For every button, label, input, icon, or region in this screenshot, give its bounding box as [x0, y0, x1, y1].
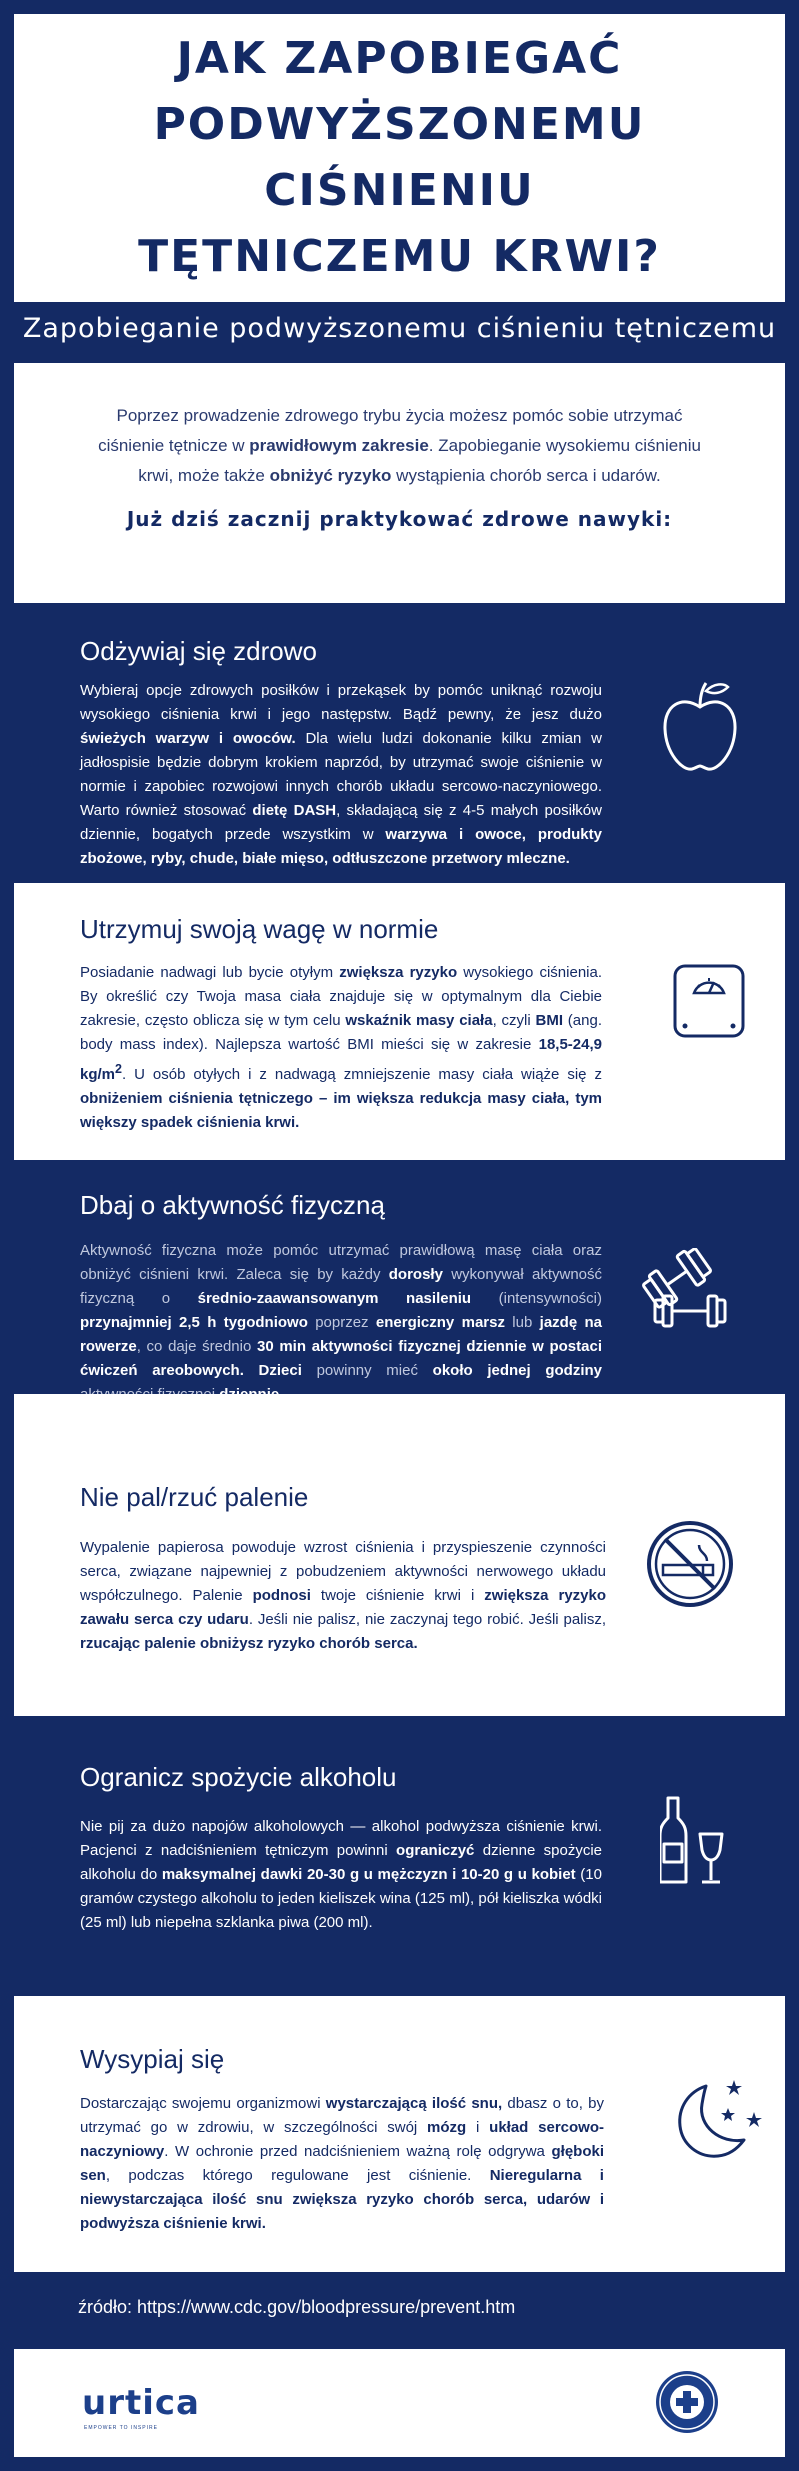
dumbbell-icon: [637, 1248, 737, 1332]
page-subtitle: Zapobieganie podwyższonemu ciśnieniu tętniczemu: [22, 313, 777, 344]
no-smoking-icon: [645, 1519, 735, 1609]
section-body-smoking: Wypalenie papierosa powoduje wzrost ciśnienia i przyspieszenie czynności serca, związane najpewniej z pobudzeniem aktywności nerwowego układu współczulnego. Palenie podnosi twoje ciśnienie krwi i zwiększa ryzyko zawału serca czy udaru. Jeśli nie palisz, nie zaczynaj tego robić. Jeśli palisz, rzucając palenie obniżysz ryzyko chorób serca.: [80, 1539, 607, 1652]
page-title-line-1: JAK ZAPOBIEGAĆ: [176, 33, 623, 84]
urtica-logo: urtica: [82, 2383, 200, 2423]
section-heading-alcohol: Ogranicz spożycie alkoholu: [80, 1762, 397, 1792]
section-body-weight: Posiadanie nadwagi lub bycie otyłym zwiększa ryzyko wysokiego ciśnienia. By określić czy Twoja masa ciała znajduje się w optymalnym dla Ciebie zakresie, często oblicza się w tym celu wskaźnik masy ciała, czyli BMI (ang. body mass index). Najlepsza wartość BMI mieści się w zakresie 18,5-24,9 $kg/m^2$. U osób otyłych i z nadwagą zmniejszenie masy ciała wiąże się z obniżeniem ciśnienia tętniczego – im większa redukcja masy ciała, tym większy spadek ciśnienia krwi.: [80, 964, 602, 1131]
section-sleep: [0, 1996, 799, 2272]
section-alcohol: [0, 1716, 799, 1996]
section-weight: [0, 883, 799, 1160]
page-title-line-2: PODWYŻSZONEMU CIŚNIENIU: [153, 99, 646, 216]
section-heading-smoking: Nie pal/rzuć palenie: [80, 1482, 309, 1512]
section-activity: [0, 1160, 799, 1394]
section-heading-diet: Odżywiaj się zdrowo: [80, 636, 317, 666]
page-title-line-3: TĘTNICZEMU KRWI?: [138, 231, 661, 282]
scale-icon: [672, 963, 746, 1039]
logo-tagline: EMPOWER TO INSPIRE: [84, 2425, 158, 2431]
title-panel: [14, 14, 785, 302]
intro-cta: Już dziś zacznij praktykować zdrowe nawyki:: [126, 507, 673, 531]
section-body-sleep: Dostarczając swojemu organizmowi wystarczającą ilość snu, dbasz o to, by utrzymać go w zdrowiu, w szczególności swój mózg i układ sercowo-naczyniowy. W ochronie przed nadciśnieniem ważną rolę odgrywa głęboki sen, podczas którego regulowane jest ciśnienie. Nieregularna i niewystarczająca ilość snu zwiększa ryzyko chorób serca, udarów i podwyższa ciśnienie krwi.: [80, 2095, 604, 2232]
footer-panel: [14, 2349, 785, 2457]
section-heading-activity: Dbaj o aktywność fizyczną: [80, 1190, 385, 1220]
section-heading-weight: Utrzymuj swoją wagę w normie: [80, 914, 439, 944]
wine-icon: [660, 1796, 728, 1886]
intro-panel: [14, 363, 785, 603]
seal-icon: [654, 2369, 720, 2435]
section-heading-sleep: Wysypiaj się: [80, 2044, 225, 2074]
section-body-alcohol: Nie pij za dużo napojów alkoholowych — alkohol podwyższa ciśnienie krwi. Pacjenci z nadciśnieniem tętniczym powinni ograniczyć dzienne spożycie alkoholu do maksymalnej dawki 20-30 g u mężczyzn i 10-20 g u kobiet (10 gramów czystego alkoholu to jeden kieliszek wina (125 ml), pół kieliszka wódki (25 ml) lub niepełna szklanka piwa (200 ml).: [80, 1818, 602, 1931]
moon-stars-icon: [672, 2072, 764, 2160]
source-text: źródło: https://www.cdc.gov/bloodpressure/prevent.htm: [78, 2297, 516, 2317]
section-smoking: [0, 1394, 799, 1716]
section-diet: [0, 603, 799, 883]
apple-icon: [662, 677, 738, 773]
section-body-diet: Wybieraj opcje zdrowych posiłków i przekąsek by pomóc uniknąć rozwoju wysokiego ciśnienia krwi i jego następstw. Bądź pewny, że jesz dużo świeżych warzyw i owoców. Dla wielu ludzi dokonanie kilku zmian w jadłospisie będzie dobrym krokiem naprzód, by utrzymać swoje ciśnienie w normie i zapobiec rozwojowi innych chorób układu sercowo-naczyniowego. Warto również stosować dietę DASH, składającą się z 4-5 małych posiłków dziennie, bogatych przede wszystkim w warzywa i owoce, produkty zbożowe, ryby, chude, białe mięso, odtłuszczone przetwory mleczne.: [80, 682, 603, 867]
intro-text: Poprzez prowadzenie zdrowego trybu życia możesz pomóc sobie utrzymać ciśnienie tętnicze w prawidłowym zakresie. Zapobieganie wysokiemu ciśnieniu krwi, może także obniżyć ryzyko wystąpienia chorób serca i udarów.: [98, 406, 701, 485]
section-body-activity: Aktywność fizyczna może pomóc utrzymać prawidłową masę ciała oraz obniżyć ciśnieni krwi. Zaleca się by każdy dorosły wykonywał aktywność fizyczną o średnio-zaawansowanym nasileniu (intensywności) przynajmniej 2,5 h tygodniowo poprzez energiczny marsz lub jazdę na rowerze, co daje średnio 30 min aktywności fizycznej dziennie w postaci ćwiczeń areobowych. Dzieci powinny mieć około jednej godziny: [80, 1242, 603, 1379]
